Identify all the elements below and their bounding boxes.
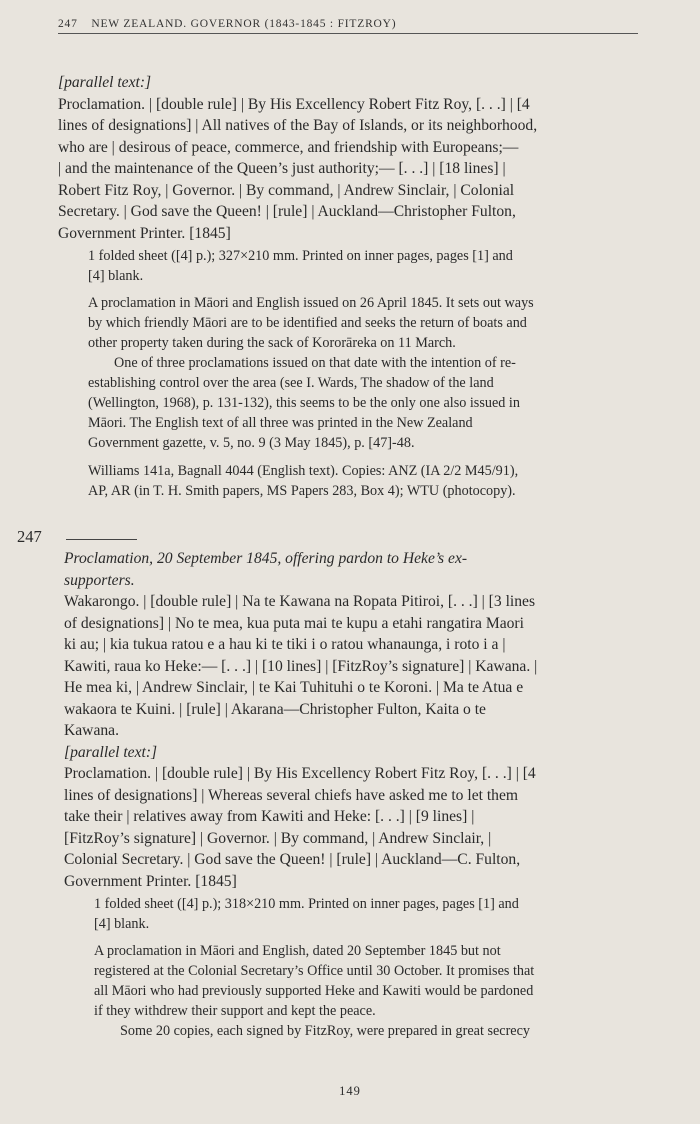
text-line: Proclamation. | [double rule] | By His Excellency Robert Fitz Roy, [. . .] | [4: [58, 95, 530, 113]
folio: 149: [339, 1084, 361, 1098]
text-line: 1 folded sheet ([4] p.); 327×210 mm. Printed on inner pages, pages [1] and: [88, 248, 513, 264]
text-line: AP, AR (in T. H. Smith papers, MS Papers 283, Box 4); WTU (photocopy).: [88, 483, 516, 499]
prev-entry-parallel-text: [58, 72, 640, 244]
text-line: ki au; | kia tukua ratou e a hau ki te tiki i o ratou whanaunga, i roto i a |: [64, 636, 506, 653]
text-line: registered at the Colonial Secretary’s Office until 30 October. It promises that: [94, 963, 535, 979]
text-line: wakaora te Kuini. | [rule] | Akarana—Christopher Fulton, Kaita o te: [64, 700, 486, 718]
text-line: of designations] | No te mea, kua puta mai te kupu a etahi rangatira Maori: [64, 614, 524, 632]
entry-title: [64, 548, 640, 591]
text-line: A proclamation in Māori and English, dated 20 September 1845 but not: [94, 943, 501, 959]
text-line: who are | desirous of peace, commerce, and friendship with Europeans;—: [58, 138, 519, 156]
running-header: [58, 18, 638, 34]
text-line: take their | relatives away from Kawiti and Heke: [. . .] | [9 lines] |: [64, 808, 475, 825]
title-line: supporters.: [64, 571, 135, 589]
entry-number: 247: [17, 527, 42, 546]
text-line: Kawana.: [64, 722, 119, 739]
text-line: Wakarongo. | [double rule] | Na te Kawana na Ropata Pitiroi, [. . .] | [3 lines: [64, 593, 536, 610]
prev-entry-physical-description: [88, 246, 640, 286]
parallel-label: [parallel text:]: [58, 74, 152, 91]
text-line: Government Printer. [1845]: [58, 224, 231, 242]
text-line: (Wellington, 1968), p. 131-132), this seems to be the only one also issued in: [88, 395, 520, 411]
text-line: Williams 141a, Bagnall 4044 (English text). Copies: ANZ (IA 2/2 M45/91),: [88, 463, 519, 479]
text-line: One of three proclamations issued on that date with the intention of re-: [114, 355, 516, 371]
text-line: Government Printer. [1845]: [64, 872, 237, 890]
text-line: Secretary. | God save the Queen! | [rule] | Auckland—Christopher Fulton,: [58, 203, 516, 220]
text-line: A proclamation in Māori and English issued on 26 April 1845. It sets out ways: [88, 295, 534, 311]
text-line: [4] blank.: [94, 916, 150, 932]
prev-entry-references: [88, 461, 640, 501]
text-line: 1 folded sheet ([4] p.); 318×210 mm. Printed on inner pages, pages [1] and: [94, 896, 519, 912]
prev-entry-note: [88, 293, 640, 453]
parallel-label: [parallel text:]: [64, 743, 158, 761]
title-line: Proclamation, 20 September 1845, offering pardon to Heke’s ex-: [64, 550, 468, 567]
text-line: if they withdrew their support and kept the peace.: [94, 1003, 376, 1019]
text-line: Colonial Secretary. | God save the Queen! | [rule] | Auckland—C. Fulton,: [64, 851, 521, 868]
text-line: by which friendly Māori are to be identified and seeks the return of boats and: [88, 315, 527, 331]
text-line: Robert Fitz Roy, | Governor. | By command, | Andrew Sinclair, | Colonial: [58, 181, 515, 199]
text-line: Māori. The English text of all three was printed in the New Zealand: [88, 415, 473, 431]
text-line: He mea ki, | Andrew Sinclair, | te Kai Tuhituhi o te Koroni. | Ma te Atua e: [64, 679, 524, 696]
text-line: all Māori who had previously supported Heke and Kawiti would be pardoned: [94, 983, 534, 999]
text-line: [FitzRoy’s signature] | Governor. | By command, | Andrew Sinclair, |: [64, 829, 492, 847]
text-line: | and the maintenance of the Queen’s just authority;— [. . .] | [18 lines] |: [58, 160, 506, 177]
text-line: Some 20 copies, each signed by FitzRoy, were prepared in great secrecy: [120, 1023, 530, 1039]
text-line: lines of designations] | All natives of the Bay of Islands, or its neighborhood,: [58, 117, 538, 134]
text-line: [4] blank.: [88, 268, 144, 284]
text-line: Government gazette, v. 5, no. 9 (3 May 1845), p. [47]-48.: [88, 435, 415, 451]
header-title: NEW ZEALAND. GOVERNOR (1843-1845 : FITZROY): [91, 18, 397, 30]
entry-rule: [66, 539, 137, 540]
text-line: establishing control over the area (see I. Wards, The shadow of the land: [88, 375, 494, 391]
entry-physical-description: [94, 894, 640, 934]
text-line: lines of designations] | Whereas several chiefs have asked me to let them: [64, 786, 519, 804]
entry-note: [94, 941, 640, 1041]
text-line: other property taken during the sack of Kororāreka on 11 March.: [88, 335, 456, 351]
text-line: Proclamation. | [double rule] | By His Excellency Robert Fitz Roy, [. . .] | [4: [64, 765, 536, 782]
header-page-number: 247: [58, 18, 78, 30]
maori-text: [64, 591, 640, 892]
text-line: Kawiti, raua ko Heke:— [. . .] | [10 lines] | [FitzRoy’s signature] | Kawana. |: [64, 657, 538, 675]
